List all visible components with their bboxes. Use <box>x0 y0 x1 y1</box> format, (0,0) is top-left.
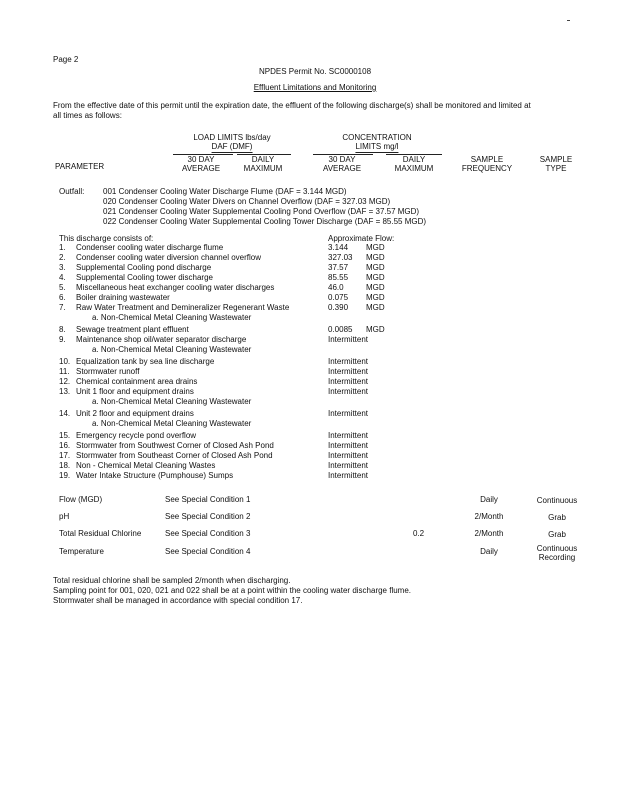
discharge-unit: MGD <box>366 325 385 334</box>
discharge-description: a. Non-Chemical Metal Cleaning Wastewater <box>92 345 252 354</box>
parameter-type: Continuous <box>536 496 578 505</box>
parameter-name: Flow (MGD) <box>59 495 103 504</box>
load-limits-subheading: DAF (DMF) <box>211 142 253 151</box>
discharge-number: 2. <box>59 253 66 262</box>
discharge-description: Emergency recycle pond overflow <box>76 431 197 440</box>
discharge-flow: Intermittent <box>328 451 369 460</box>
discharge-unit: MGD <box>366 253 385 262</box>
discharge-flow: Intermittent <box>328 357 369 366</box>
discharge-flow: 37.57 <box>328 263 349 272</box>
discharge-description: Stormwater from Southeast Corner of Closed Ash Pond <box>76 451 273 460</box>
page-label: Page 2 <box>53 55 79 64</box>
parameter-type: Grab <box>548 530 566 539</box>
conc-max-heading: DAILY MAXIMUM <box>394 155 434 173</box>
discharge-unit: MGD <box>366 273 385 282</box>
discharge-number: 12. <box>59 377 71 386</box>
parameter-name: Total Residual Chlorine <box>59 529 142 538</box>
parameter-condition: See Special Condition 4 <box>165 547 251 556</box>
discharge-flow: Intermittent <box>328 387 369 396</box>
discharge-number: 1. <box>59 243 66 252</box>
discharge-flow: Intermittent <box>328 377 369 386</box>
rule <box>386 154 442 155</box>
parameter-condition: See Special Condition 1 <box>165 495 251 504</box>
discharge-unit: MGD <box>366 293 385 302</box>
discharge-number: 11. <box>59 367 70 376</box>
parameter-frequency: 2/Month <box>474 512 504 521</box>
discharge-unit: MGD <box>366 243 385 252</box>
discharge-number: 17. <box>59 451 71 460</box>
outfall-line: 001 Condenser Cooling Water Discharge Flume (DAF = 3.144 MGD) <box>103 187 347 196</box>
discharge-description: Condenser cooling water discharge flume <box>76 243 224 252</box>
parameter-limit: 0.2 <box>413 529 425 538</box>
discharge-description: Miscellaneous heat exchanger cooling water discharges <box>76 283 275 292</box>
discharge-number: 8. <box>59 325 66 334</box>
discharge-description: Equalization tank by sea line discharge <box>76 357 215 366</box>
discharge-flow: Intermittent <box>328 335 369 344</box>
concentration-subheading: LIMITS mg/l <box>355 142 399 151</box>
discharge-number: 5. <box>59 283 66 292</box>
footnote: Stormwater shall be managed in accordance with special condition 17. <box>53 596 303 605</box>
discharge-flow: 0.0085 <box>328 325 353 334</box>
parameter-frequency: 2/Month <box>474 529 504 538</box>
discharge-description: Non - Chemical Metal Cleaning Wastes <box>76 461 216 470</box>
discharge-description: Chemical containment area drains <box>76 377 198 386</box>
outfall-line: 021 Condenser Cooling Water Supplemental Cooling Pond Overflow (DAF = 37.57 MGD) <box>103 207 420 216</box>
parameter-type: Continuous Recording <box>536 544 578 562</box>
discharge-description: Boiler draining wastewater <box>76 293 170 302</box>
footnote: Sampling point for 001, 020, 021 and 022 shall be at a point within the cooling water discharge flume. <box>53 586 412 595</box>
load-max-heading: DAILY MAXIMUM <box>243 155 283 173</box>
parameter-heading: PARAMETER <box>55 162 105 171</box>
discharge-number: 4. <box>59 273 66 282</box>
conc-avg-heading: 30 DAY AVERAGE <box>322 155 362 173</box>
discharge-description: Sewage treatment plant effluent <box>76 325 189 334</box>
permit-title: NPDES Permit No. SC0000108 <box>258 67 372 76</box>
footnote: Total residual chlorine shall be sampled 2/month when discharging. <box>53 576 291 585</box>
discharge-intro: This discharge consists of: <box>59 234 154 243</box>
discharge-number: 9. <box>59 335 66 344</box>
discharge-description: Raw Water Treatment and Demineralizer Regenerant Waste <box>76 303 290 312</box>
outfall-line: 022 Condenser Cooling Water Supplemental Cooling Tower Discharge (DAF = 85.55 MGD) <box>103 217 427 226</box>
rule <box>313 154 373 155</box>
discharge-description: Condenser cooling water diversion channel overflow <box>76 253 261 262</box>
section-title: Effluent Limitations and Monitoring <box>253 83 377 92</box>
discharge-description: Unit 2 floor and equipment drains <box>76 409 194 418</box>
discharge-unit: MGD <box>366 263 385 272</box>
discharge-description: Supplemental Cooling pond discharge <box>76 263 212 272</box>
discharge-unit: MGD <box>366 303 385 312</box>
discharge-number: 10. <box>59 357 71 366</box>
discharge-flow: Intermittent <box>328 367 369 376</box>
discharge-description: Water Intake Structure (Pumphouse) Sumps <box>76 471 234 480</box>
discharge-description: a. Non-Chemical Metal Cleaning Wastewater <box>92 397 252 406</box>
discharge-flow: 0.390 <box>328 303 349 312</box>
discharge-flow: Intermittent <box>328 461 369 470</box>
discharge-flow: Intermittent <box>328 409 369 418</box>
discharge-unit: MGD <box>366 283 385 292</box>
discharge-description: Supplemental Cooling tower discharge <box>76 273 213 282</box>
discharge-number: 16. <box>59 441 71 450</box>
concentration-heading: CONCENTRATION <box>342 133 412 142</box>
outfall-label: Outfall: <box>59 187 85 196</box>
discharge-description: a. Non-Chemical Metal Cleaning Wastewater <box>92 419 252 428</box>
discharge-description: Stormwater runoff <box>76 367 140 376</box>
parameter-name: pH <box>59 512 70 521</box>
discharge-flow: Intermittent <box>328 431 369 440</box>
discharge-flow: Intermittent <box>328 471 369 480</box>
discharge-number: 18. <box>59 461 71 470</box>
parameter-condition: See Special Condition 3 <box>165 529 251 538</box>
load-avg-heading: 30 DAY AVERAGE <box>181 155 221 173</box>
type-heading: SAMPLE TYPE <box>539 155 573 173</box>
discharge-number: 7. <box>59 303 66 312</box>
discharge-flow: 3.144 <box>328 243 349 252</box>
discharge-number: 13. <box>59 387 71 396</box>
discharge-description: a. Non-Chemical Metal Cleaning Wastewater <box>92 313 252 322</box>
discharge-number: 15. <box>59 431 71 440</box>
rule <box>237 154 291 155</box>
discharge-number: 3. <box>59 263 66 272</box>
discharge-flow: 0.075 <box>328 293 349 302</box>
discharge-description: Maintenance shop oil/water separator discharge <box>76 335 247 344</box>
discharge-description: Stormwater from Southwest Corner of Closed Ash Pond <box>76 441 274 450</box>
discharge-flow: 85.55 <box>328 273 349 282</box>
discharge-flow: 46.0 <box>328 283 344 292</box>
load-limits-heading: LOAD LIMITS lbs/day <box>193 133 271 142</box>
outfall-line: 020 Condenser Cooling Water Divers on Channel Overflow (DAF = 327.03 MGD) <box>103 197 391 206</box>
frequency-heading: SAMPLE FREQUENCY <box>461 155 513 173</box>
intro-line-2: all times as follows: <box>53 111 122 120</box>
parameter-name: Temperature <box>59 547 104 556</box>
discharge-number: 19. <box>59 471 71 480</box>
rule <box>173 154 233 155</box>
intro-line-1: From the effective date of this permit until the expiration date, the effluent of the following discharge(s) shall be monitored and limited at <box>53 101 531 110</box>
parameter-type: Grab <box>548 513 566 522</box>
discharge-number: 6. <box>59 293 66 302</box>
discharge-flow: Intermittent <box>328 441 369 450</box>
discharge-flow: 327.03 <box>328 253 353 262</box>
parameter-condition: See Special Condition 2 <box>165 512 251 521</box>
discharge-description: Unit 1 floor and equipment drains <box>76 387 194 396</box>
discharge-number: 14. <box>59 409 71 418</box>
scan-mark <box>567 20 570 21</box>
parameter-frequency: Daily <box>480 495 498 504</box>
flow-heading: Approximate Flow: <box>328 234 395 243</box>
parameter-frequency: Daily <box>480 547 498 556</box>
